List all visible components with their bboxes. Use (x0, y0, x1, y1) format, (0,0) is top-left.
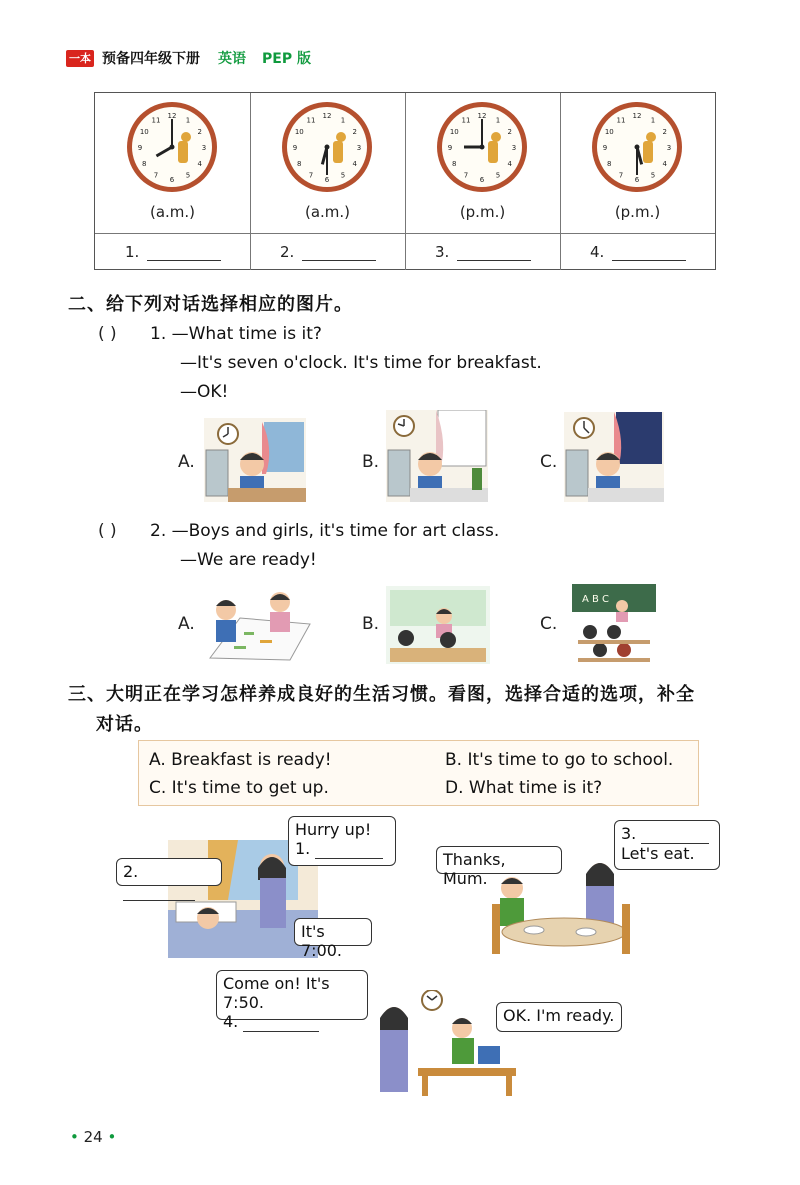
clock-hour-number: 7 (308, 171, 314, 180)
book-title: 预备四年级下册 (102, 51, 200, 67)
answer-number: 3. (435, 243, 450, 261)
q2-option-a-picture[interactable] (200, 588, 312, 664)
q2-line2: —We are ready! (180, 550, 317, 570)
clock-hour-number: 7 (463, 171, 469, 180)
answer-number: 2. (280, 243, 295, 261)
clock-hour-number: 12 (632, 112, 642, 120)
scene3-mum-bubble (216, 970, 368, 1031)
blank-4[interactable] (243, 1012, 319, 1032)
clock-icon (250, 93, 405, 203)
q1-option-b-label: B. (362, 452, 380, 472)
answer-cell-3 (405, 234, 561, 270)
subject-label: 英语 (218, 51, 246, 67)
q2-answer-paren[interactable]: ( ) (98, 521, 117, 541)
q1-option-a-picture[interactable] (204, 418, 306, 502)
period-label: (p.m.) (459, 203, 506, 221)
scene2-boy-bubble: Thanks, Mum. (436, 846, 562, 874)
q2-option-b-label: B. (362, 614, 380, 634)
clock-hour-number: 9 (292, 144, 298, 152)
section3-title-line1: 三、大明正在学习怎样养成良好的生活习惯。看图，选择合适的选项，补全 (68, 684, 695, 705)
scene2-mum-line1 (621, 824, 713, 844)
scene3-boy-bubble: OK. I'm ready. (496, 1002, 622, 1032)
period-label: (a.m.) (149, 203, 196, 221)
q2-option-c-picture[interactable] (568, 580, 660, 666)
clock-hour-number: 4 (507, 160, 512, 168)
answer-cell-1 (95, 234, 251, 270)
clock-hour-number: 10 (449, 128, 459, 136)
publisher-logo: 一本 (66, 50, 94, 67)
option-d: D. What time is it? (445, 778, 603, 798)
section2-title: 二、给下列对话选择相应的图片。 (68, 294, 353, 315)
option-a: A. Breakfast is ready! (149, 750, 332, 770)
clock-hour-number: 1 (495, 116, 501, 125)
clock-hour-number: 6 (479, 176, 485, 184)
period-label: (a.m.) (304, 203, 351, 221)
clock-hour-number: 5 (495, 171, 501, 180)
clock-hour-number: 6 (634, 176, 640, 184)
clock-hour-number: 3 (356, 144, 362, 152)
giraffe-head-icon (646, 132, 656, 142)
page-dot-right: • (107, 1128, 117, 1146)
clock-cell-2 (250, 93, 406, 233)
q1-answer-paren[interactable]: ( ) (98, 324, 117, 344)
answer-row (95, 233, 715, 270)
clock-hour-number: 3 (666, 144, 672, 152)
q1-line1: 1. —What time is it? (150, 324, 322, 344)
clock-hour-number: 2 (197, 128, 202, 136)
scene2-mum-bubble (614, 820, 720, 870)
blank-2[interactable] (123, 881, 195, 901)
page-number (70, 1128, 116, 1146)
period-label: (p.m.) (614, 203, 661, 221)
clock-hour-number: 4 (662, 160, 667, 168)
clock-hour-number: 1 (340, 116, 346, 125)
clock-hour-number: 2 (352, 128, 357, 136)
answer-cell-2 (250, 234, 406, 270)
q1-line2: —It's seven o'clock. It's time for breakfast. (180, 353, 542, 373)
clock-cell-1 (95, 93, 251, 233)
scene3-blank-number: 4. (223, 1012, 239, 1031)
q1-line3: —OK! (180, 382, 229, 402)
scene1-mum-line2 (295, 839, 389, 859)
clock-hour-number: 10 (294, 128, 304, 136)
scene3-mum-line1: Come on! It's 7:50. (223, 974, 330, 1012)
clock-center (170, 145, 175, 150)
clock-center (325, 145, 330, 150)
q2-option-a-label: A. (178, 614, 195, 634)
scene3-mum-line2 (223, 1012, 361, 1032)
q1-option-c-picture[interactable] (564, 412, 664, 502)
clock-hour-number: 6 (169, 176, 175, 184)
clock-hour-number: 5 (185, 171, 191, 180)
scene1-boy-number: 2. (123, 862, 139, 881)
page-dot-left: • (70, 1128, 79, 1146)
clock-hour-number: 10 (139, 128, 149, 136)
giraffe-head-icon (491, 132, 501, 142)
clock-icon (95, 93, 250, 203)
blank-1[interactable] (315, 839, 383, 859)
giraffe-icon (488, 141, 498, 163)
q2-option-b-picture[interactable] (386, 586, 490, 664)
clock-hour-number: 7 (153, 171, 159, 180)
clock-hour-number: 11 (306, 116, 316, 125)
clock-hour-number: 1 (650, 116, 656, 125)
clock-hour-number: 4 (197, 160, 202, 168)
section3-title-line2: 对话。 (96, 714, 153, 735)
clock-icon (405, 93, 560, 203)
q1-option-a-label: A. (178, 452, 195, 472)
option-c: C. It's time to get up. (149, 778, 329, 798)
answer-blank[interactable] (147, 260, 221, 261)
clock-hour-number: 5 (340, 171, 346, 180)
giraffe-icon (333, 141, 343, 163)
blackboard-text: A B C (582, 594, 610, 605)
clock-hour-number: 6 (324, 176, 330, 184)
clock-hour-number: 7 (618, 171, 624, 180)
clock-hour-number: 10 (604, 128, 614, 136)
clock-icon (560, 93, 715, 203)
clock-hour-number: 11 (151, 116, 161, 125)
clock-hour-number: 3 (201, 144, 207, 152)
edition-label: PEP 版 (262, 51, 311, 67)
clock-hour-number: 9 (602, 144, 608, 152)
clock-hour-number: 2 (662, 128, 667, 136)
clock-hour-number: 8 (142, 160, 147, 168)
giraffe-icon (178, 141, 188, 163)
clock-hour-number: 2 (507, 128, 512, 136)
q2-option-c-label: C. (540, 614, 558, 634)
clock-center (480, 145, 485, 150)
answer-blank[interactable] (302, 260, 376, 261)
clock-cell-4 (560, 93, 715, 233)
answer-number: 1. (125, 243, 140, 261)
clock-hour-number: 9 (137, 144, 143, 152)
clock-hour-number: 8 (607, 160, 612, 168)
options-box (138, 740, 699, 806)
clock-hour-number: 4 (352, 160, 357, 168)
scene1-blank-number: 1. (295, 839, 311, 858)
blank-3[interactable] (641, 824, 709, 844)
answer-cell-4 (560, 234, 715, 270)
scene1-mum-line1: Hurry up! (295, 820, 372, 839)
scene2-blank-number: 3. (621, 824, 637, 843)
q1-option-c-label: C. (540, 452, 558, 472)
clock-hour-number: 8 (297, 160, 302, 168)
clock-hour-number: 9 (447, 144, 453, 152)
scene1-time-bubble: It's 7:00. (294, 918, 372, 946)
q2-line1: 2. —Boys and girls, it's time for art class. (150, 521, 500, 541)
clock-hour-number: 11 (616, 116, 626, 125)
clock-cell-3 (405, 93, 561, 233)
clock-exercise-table (94, 92, 716, 270)
clock-hour-number: 1 (185, 116, 191, 125)
clock-center (635, 145, 640, 150)
option-b: B. It's time to go to school. (445, 750, 674, 770)
giraffe-head-icon (336, 132, 346, 142)
giraffe-head-icon (181, 132, 191, 142)
scene2-mum-line2: Let's eat. (621, 844, 695, 863)
clock-hour-number: 8 (452, 160, 457, 168)
answer-blank[interactable] (612, 260, 686, 261)
clock-hour-number: 12 (322, 112, 332, 120)
scene1-mum-bubble (288, 816, 396, 866)
clock-hour-number: 11 (461, 116, 471, 125)
scene1-boy-bubble (116, 858, 222, 886)
page-number-value: 24 (83, 1128, 103, 1146)
answer-blank[interactable] (457, 260, 531, 261)
clock-hour-number: 12 (167, 112, 177, 120)
q1-option-b-picture[interactable] (386, 410, 488, 502)
clock-hour-number: 12 (477, 112, 487, 120)
giraffe-icon (643, 141, 653, 163)
answer-number: 4. (590, 243, 605, 261)
clock-hour-number: 5 (650, 171, 656, 180)
clock-hour-number: 3 (511, 144, 517, 152)
